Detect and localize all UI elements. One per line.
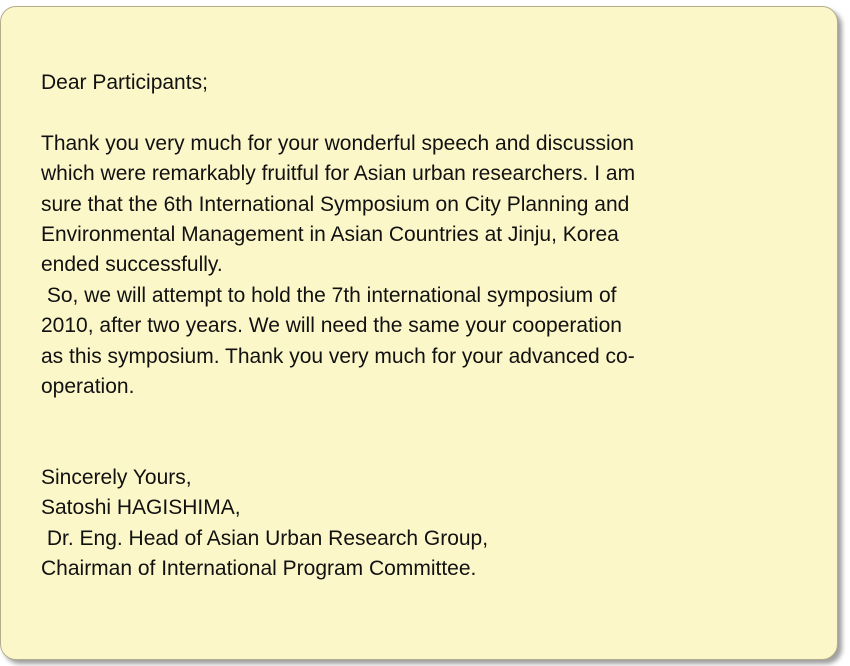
paragraph-line: operation. (41, 374, 135, 398)
letter-card (0, 6, 838, 660)
paragraph-line: ended successfully. (41, 253, 223, 277)
closing: Sincerely Yours, (41, 466, 192, 490)
paragraph-2 (41, 281, 781, 403)
signature-role: Chairman of International Program Committee. (41, 557, 477, 581)
spacer (41, 402, 781, 463)
paragraph-line: as this symposium. Thank you very much for your advanced co- (41, 344, 635, 368)
letter-body (41, 68, 781, 585)
spacer (41, 98, 781, 128)
paragraph-line: 2010, after two years. We will need the same your cooperation (41, 314, 622, 338)
paragraph-line: Thank you very much for your wonderful speech and discussion (41, 131, 634, 155)
paragraph-line: which were remarkably fruitful for Asian urban researchers. I am (41, 162, 636, 186)
signature-title: Dr. Eng. Head of Asian Urban Research Group, (41, 526, 489, 550)
salutation: Dear Participants; (41, 71, 208, 94)
paragraph-line: sure that the 6th International Symposium on City Planning and (41, 192, 630, 216)
paragraph-line: Environmental Management in Asian Countries at Jinju, Korea (41, 222, 619, 246)
signature-name: Satoshi HAGISHIMA, (41, 496, 241, 520)
paragraph-1 (41, 129, 781, 281)
paragraph-line: So, we will attempt to hold the 7th international symposium of (41, 283, 617, 307)
